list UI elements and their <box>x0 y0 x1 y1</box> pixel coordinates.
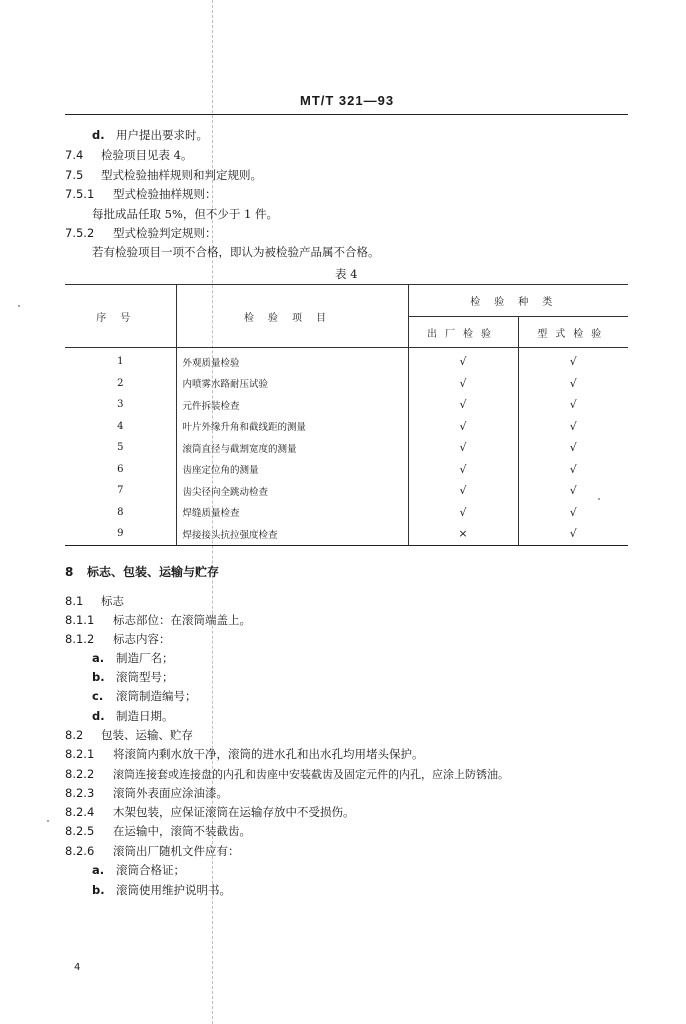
page-number: 4 <box>74 962 81 973</box>
row-number: 2 <box>65 373 176 395</box>
type-check-mark: √ <box>518 502 628 524</box>
list-text: 制造日期。 <box>116 709 174 723</box>
clause-number: 7.4 <box>65 148 84 162</box>
clause-number: 8.2.5 <box>65 824 95 838</box>
factory-check-mark: √ <box>408 459 518 481</box>
clause-number: 8.1 <box>65 594 84 608</box>
type-check-mark: √ <box>518 373 628 395</box>
type-check-mark: √ <box>518 348 628 373</box>
clause-number: 8.2.3 <box>65 786 95 800</box>
clause-7-5-2-body <box>92 245 380 259</box>
clause-8-2-5 <box>65 824 251 838</box>
inspection-table <box>65 284 628 546</box>
list-item-a <box>92 651 174 665</box>
table-row <box>65 523 628 545</box>
clause-number: 8.2.6 <box>65 844 95 858</box>
clause-text: 滚筒外表面应涂油漆。 <box>113 786 228 800</box>
clause-number: 7.5.2 <box>65 226 95 240</box>
clause-number: 8.1.2 <box>65 632 95 646</box>
clause-7-5-1-body <box>92 207 278 221</box>
clause-8-2-4 <box>65 805 355 819</box>
clause-7-4 <box>65 148 192 162</box>
factory-cross-mark: × <box>408 523 518 545</box>
clause-7-5 <box>65 168 262 182</box>
table-row <box>65 416 628 438</box>
clause-number: 8.2 <box>65 728 84 742</box>
row-number: 5 <box>65 437 176 459</box>
row-number: 4 <box>65 416 176 438</box>
table-row <box>65 373 628 395</box>
list-text: 滚筒使用维护说明书。 <box>116 883 231 897</box>
clause-7-5-2 <box>65 226 217 240</box>
type-check-mark: √ <box>518 394 628 416</box>
type-check-mark: √ <box>518 480 628 502</box>
row-number: 9 <box>65 523 176 545</box>
type-check-mark: √ <box>518 416 628 438</box>
table-row <box>65 394 628 416</box>
row-item: 叶片外缘升角和截线距的测量 <box>176 416 408 438</box>
list-label: d. <box>92 128 105 142</box>
header-kind: 检验种类 <box>408 285 628 317</box>
header-type: 型式检验 <box>518 317 628 348</box>
clause-text: 每批成品任取 5%，但不少于 1 件。 <box>92 207 279 221</box>
section-number: 8 <box>65 565 74 579</box>
clause-8-1 <box>65 594 124 608</box>
scan-speck <box>18 305 20 307</box>
section-8-heading <box>65 565 219 579</box>
clause-8-2-1 <box>65 747 424 761</box>
table-row <box>65 480 628 502</box>
row-item: 焊缝质量检查 <box>176 502 408 524</box>
section-title: 标志、包装、运输与贮存 <box>87 565 220 579</box>
factory-check-mark: √ <box>408 480 518 502</box>
type-check-mark: √ <box>518 523 628 545</box>
table-caption: 表 4 <box>335 267 358 281</box>
table-row <box>65 437 628 459</box>
list-item-c <box>92 689 197 703</box>
clause-number: 7.5.1 <box>65 187 95 201</box>
row-number: 6 <box>65 459 176 481</box>
clause-text: 标志内容： <box>113 632 171 646</box>
list-item-b <box>92 670 174 684</box>
clause-number: 8.1.1 <box>65 613 95 627</box>
clause-text: 型式检验判定规则： <box>113 226 217 240</box>
list-item-d <box>92 709 174 723</box>
clause-text: 将滚筒内剩水放干净，滚筒的进水孔和出水孔均用堵头保护。 <box>113 747 424 761</box>
clause-text: 检验项目见表 4。 <box>101 148 193 162</box>
row-number: 1 <box>65 348 176 373</box>
row-item: 外观质量检验 <box>176 348 408 373</box>
clause-number: 7.5 <box>65 168 84 182</box>
clause-text: 木架包装，应保证滚筒在运输存放中不受损伤。 <box>113 805 355 819</box>
row-number: 8 <box>65 502 176 524</box>
list-label: a. <box>92 863 105 877</box>
clause-text: 用户提出要求时。 <box>116 128 208 142</box>
row-item: 元件拆装检查 <box>176 394 408 416</box>
list-text: 滚筒制造编号； <box>116 689 197 703</box>
list-text: 滚筒合格证； <box>116 863 185 877</box>
clause-text: 滚筒出厂随机文件应有： <box>113 844 240 858</box>
list-label: b. <box>92 670 105 684</box>
clause-text: 型式检验抽样规则： <box>113 187 217 201</box>
type-check-mark: √ <box>518 459 628 481</box>
row-item: 齿座定位角的测量 <box>176 459 408 481</box>
factory-check-mark: √ <box>408 502 518 524</box>
clause-8-2-6 <box>65 844 240 858</box>
scan-speck <box>47 820 49 822</box>
row-number: 7 <box>65 480 176 502</box>
row-item: 焊接接头抗拉强度检查 <box>176 523 408 545</box>
factory-check-mark: √ <box>408 437 518 459</box>
list-text: 制造厂名； <box>116 651 174 665</box>
clause-text: 标志 <box>101 594 124 608</box>
clause-text: 标志部位：在滚筒端盖上。 <box>113 613 251 627</box>
table-row <box>65 459 628 481</box>
factory-check-mark: √ <box>408 394 518 416</box>
header-seq: 序号 <box>65 285 176 348</box>
clause-text: 若有检验项目一项不合格，即认为被检验产品属不合格。 <box>92 245 380 259</box>
header-item: 检验项目 <box>176 285 408 348</box>
header-factory: 出厂检验 <box>408 317 518 348</box>
clause-8-2 <box>65 728 193 742</box>
row-number: 3 <box>65 394 176 416</box>
clause-number: 8.2.2 <box>65 767 95 781</box>
clause-number: 8.2.4 <box>65 805 95 819</box>
clause-text: 型式检验抽样规则和判定规则。 <box>101 168 262 182</box>
type-check-mark: √ <box>518 437 628 459</box>
clause-8-1-1 <box>65 613 251 627</box>
list-label: b. <box>92 883 105 897</box>
factory-check-mark: √ <box>408 373 518 395</box>
row-item: 齿尖径向全跳动检查 <box>176 480 408 502</box>
standard-header: MT/T 321—93 <box>300 93 395 108</box>
list-label: c. <box>92 689 104 703</box>
list-label: a. <box>92 651 105 665</box>
list-label: d. <box>92 709 105 723</box>
table-row <box>65 348 628 373</box>
clause-8-2-2 <box>65 767 509 782</box>
factory-check-mark: √ <box>408 416 518 438</box>
list-item-a <box>92 863 185 877</box>
list-item-b <box>92 883 231 897</box>
clause-number: 8.2.1 <box>65 747 95 761</box>
clause-8-2-3 <box>65 786 228 800</box>
clause-8-1-2 <box>65 632 171 646</box>
clause-7-5-1 <box>65 187 217 201</box>
factory-check-mark: √ <box>408 348 518 373</box>
scan-speck <box>598 498 600 500</box>
clause-text: 包装、运输、贮存 <box>101 728 193 742</box>
clause-text: 在运输中，滚筒不装截齿。 <box>113 824 251 838</box>
table-row <box>65 502 628 524</box>
clause-7-3-d <box>92 128 208 142</box>
row-item: 内喷雾水路耐压试验 <box>176 373 408 395</box>
row-item: 滚筒直径与截割宽度的测量 <box>176 437 408 459</box>
header-rule <box>65 114 628 115</box>
clause-text: 滚筒连接套或连接盘的内孔和齿座中安装截齿及固定元件的内孔，应涂上防锈油。 <box>113 768 509 781</box>
list-text: 滚筒型号； <box>116 670 174 684</box>
